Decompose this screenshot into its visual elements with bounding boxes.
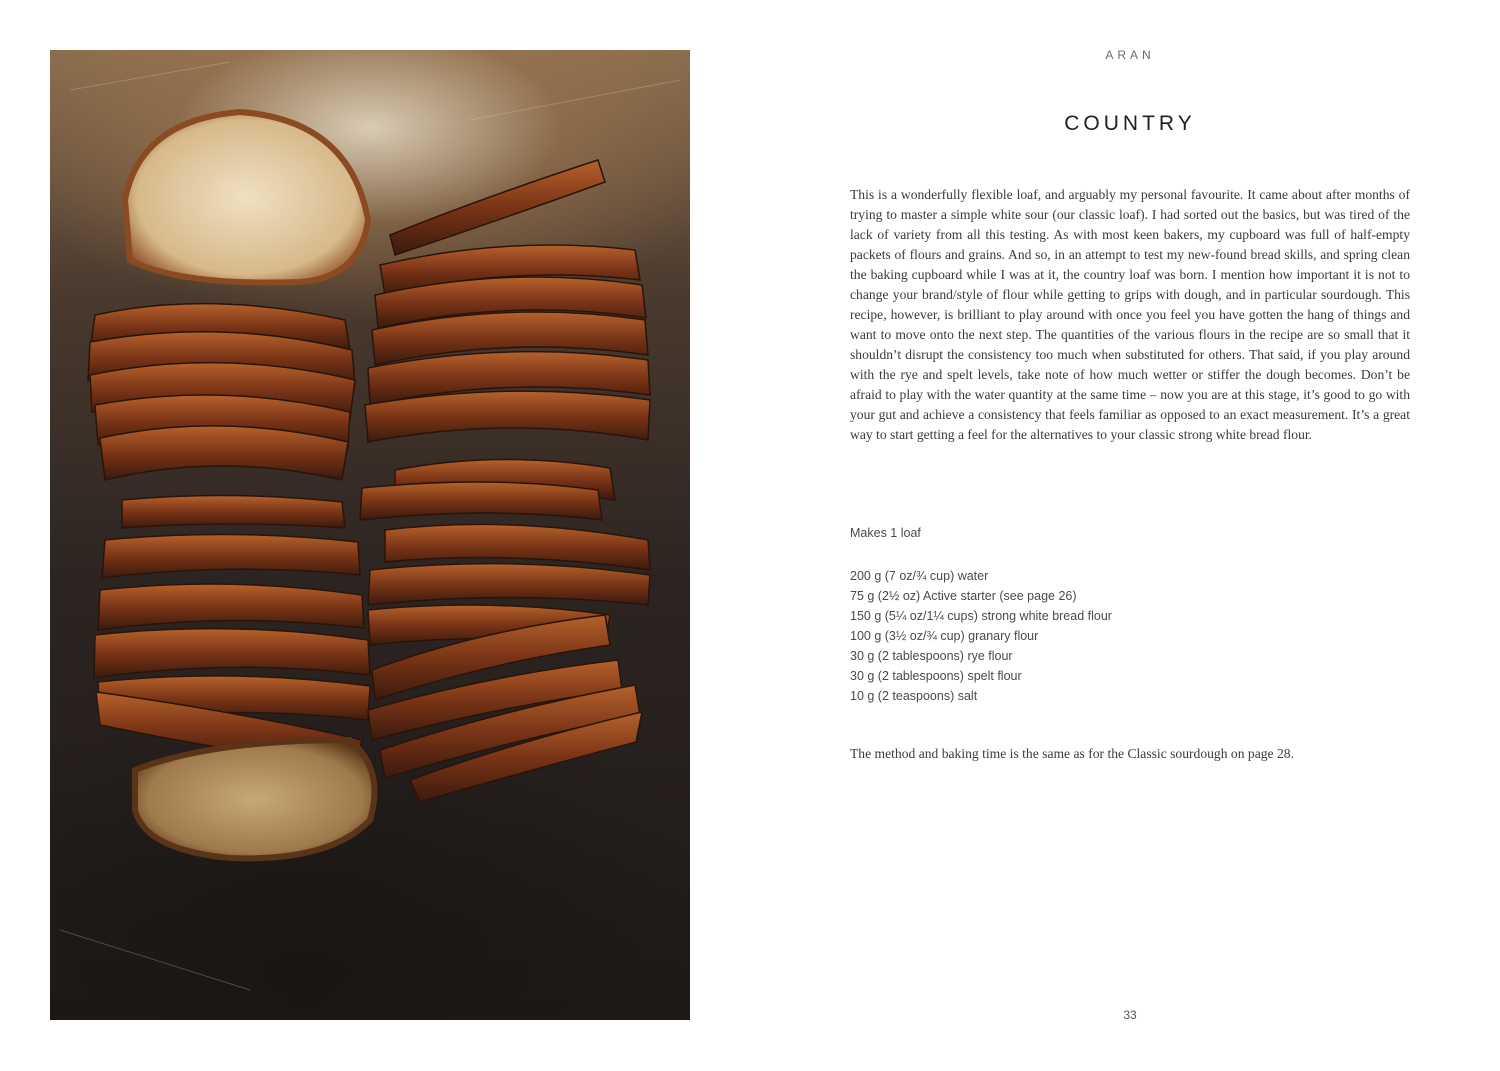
bread-slices-illustration [50,50,690,1020]
ingredient-item: 30 g (2 tablespoons) spelt flour [850,669,1022,683]
method-note: The method and baking time is the same as for the Classic sourdough on page 28. [850,746,1294,761]
ingredient-item: 10 g (2 teaspoons) salt [850,689,978,703]
ingredient-item: 200 g (7 oz/¾ cup) water [850,569,989,583]
recipe-title: COUNTRY [1064,112,1196,135]
bread-slices-photo [50,50,690,1020]
ingredient-item: 150 g (5¼ oz/1¼ cups) strong white bread flour [850,609,1112,623]
ingredient-list [850,566,1112,706]
intro-paragraph: This is a wonderfully flexible loaf, and arguably my personal favourite. It came about after months of trying to master a simple white sour (our classic loaf). I had sorted out the basics, but was tired of the lack of variety from all this testing. As with most keen bakers, my cupboard was full of half-empty packets of flours and grains. And so, in an attempt to test my new-found bread skills, and spring clean the baking cupboard while I was at it, the country loaf was born. I mention how important it is not to change your brand/style of flour while getting to grips with dough, and in particular sourdough. This recipe, however, is brilliant to play around with once you feel you have gotten the hang of things and want to move onto the next step. The quantities of the various flours in the recipe are so small that it shouldn’t disrupt the consistency too much when substituted for others. That said, if you play around with the rye and spelt levels, take note of how much wetter or stiffer the dough becomes. Don’t be afraid to play with the water quantity at the same time – now you are at this stage, it’s good to go with your gut and achieve a consistency that feels familiar as opposed to an exact measurement. It’s a great way to start getting a feel for the alternatives to your classic strong white bread flour. [850,187,1410,442]
ingredient-item: 100 g (3½ oz/¾ cup) granary flour [850,629,1039,643]
running-head: ARAN [1105,48,1155,62]
ingredient-item: 30 g (2 tablespoons) rye flour [850,649,1013,663]
page-number: 33 [1123,1008,1137,1022]
recipe-yield: Makes 1 loaf [850,526,921,540]
ingredient-item: 75 g (2½ oz) Active starter (see page 26) [850,589,1077,603]
